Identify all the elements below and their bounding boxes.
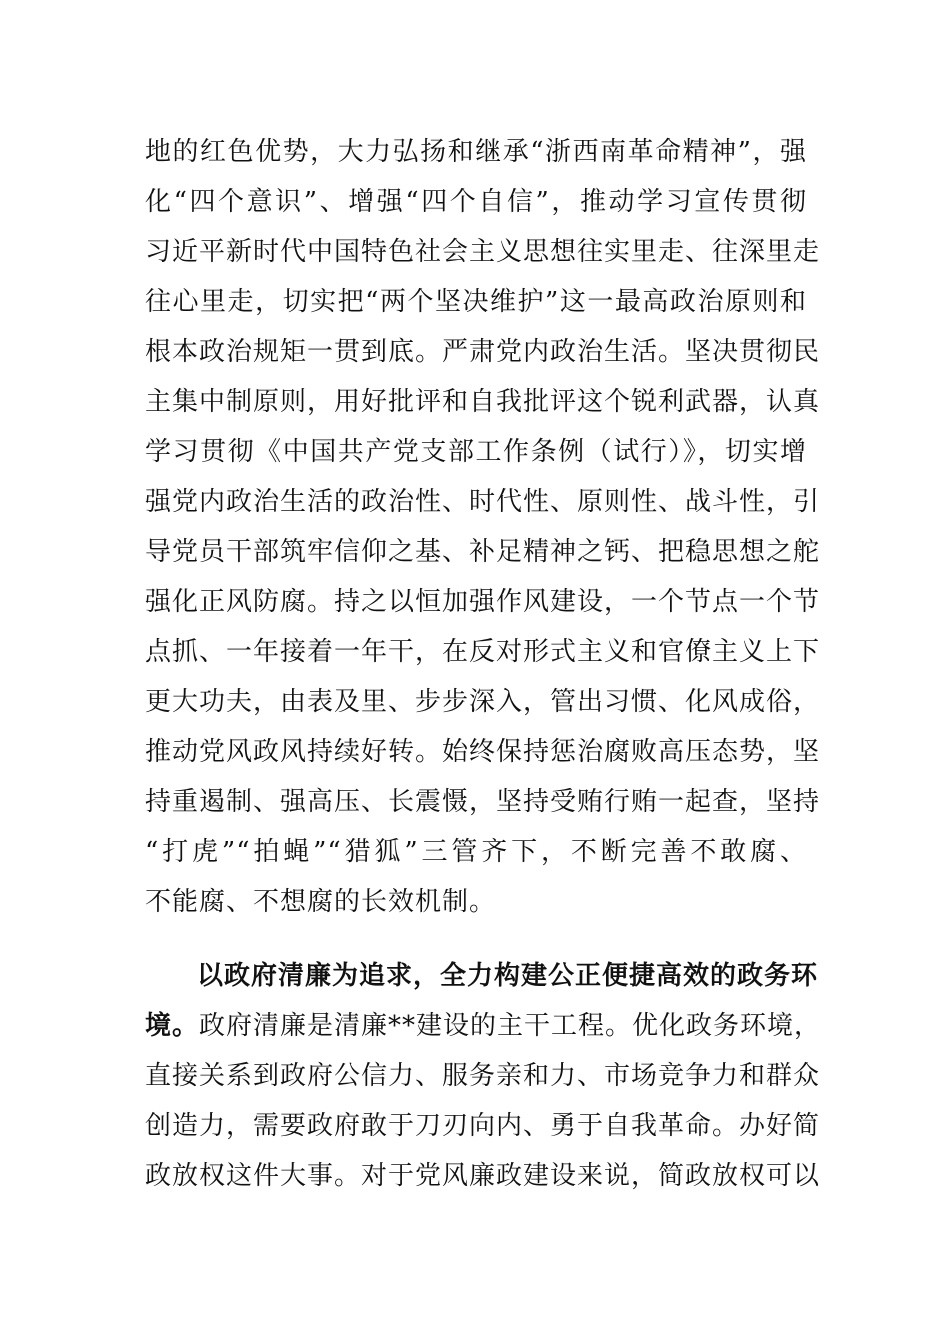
text-line: 主集中制原则，用好批评和自我批评这个锐利武器，认真 bbox=[145, 387, 821, 417]
section-heading-end: 境。 bbox=[145, 1011, 200, 1041]
text-line: 根本政治规矩一贯到底。严肃党内政治生活。坚决贯彻民 bbox=[145, 337, 821, 367]
document-body bbox=[145, 127, 822, 1201]
paragraph bbox=[145, 127, 821, 927]
text-line: 不能腐、不想腐的长效机制。 bbox=[145, 887, 497, 917]
text-line: 强党内政治生活的政治性、时代性、原则性、战斗性，引 bbox=[145, 487, 821, 517]
text-line: 推动党风政风持续好转。始终保持惩治腐败高压态势，坚 bbox=[145, 737, 821, 767]
text-line: 更大功夫，由表及里、步步深入，管出习惯、化风成俗， bbox=[145, 687, 821, 717]
paragraph bbox=[145, 951, 822, 1201]
text-line: 学习贯彻《中国共产党支部工作条例（试行）》，切实增 bbox=[145, 437, 807, 467]
text-line: 直接关系到政府公信力、服务亲和力、市场竞争力和群众 bbox=[145, 1061, 821, 1091]
text-line: 习近平新时代中国特色社会主义思想往实里走、往深里走 bbox=[145, 237, 821, 267]
paragraph-gap bbox=[145, 927, 807, 951]
text-line: 地的红色优势，大力弘扬和继承“浙西南革命精神”，强 bbox=[145, 137, 807, 167]
text-line: 化“四个意识”、增强“四个自信”，推动学习宣传贯彻 bbox=[145, 187, 807, 217]
text-run: 政府清廉是清廉**建设的主干工程。优化政务环境， bbox=[199, 1011, 822, 1041]
text-line: 强化正风防腐。持之以恒加强作风建设，一个节点一个节 bbox=[145, 587, 821, 617]
text-line: “打虎”“拍蝇”“猎狐”三管齐下，不断完善不敢腐、 bbox=[145, 837, 807, 867]
text-line: 点抓、一年接着一年干，在反对形式主义和官僚主义上下 bbox=[145, 637, 821, 667]
text-line: 政放权这件大事。对于党风廉政建设来说，简政放权可以 bbox=[145, 1161, 821, 1191]
text-line: 导党员干部筑牢信仰之基、补足精神之钙、把稳思想之舵 bbox=[145, 537, 821, 567]
text-line: 创造力，需要政府敢于刀刃向内、勇于自我革命。办好简 bbox=[145, 1111, 821, 1141]
section-heading: 以政府清廉为追求，全力构建公正便捷高效的政务环 bbox=[197, 961, 819, 991]
text-line: 持重遏制、强高压、长震慑，坚持受贿行贿一起查，坚持 bbox=[145, 787, 821, 817]
text-line bbox=[145, 1001, 822, 1051]
text-line: 往心里走，切实把“两个坚决维护”这一最高政治原则和 bbox=[145, 287, 807, 317]
